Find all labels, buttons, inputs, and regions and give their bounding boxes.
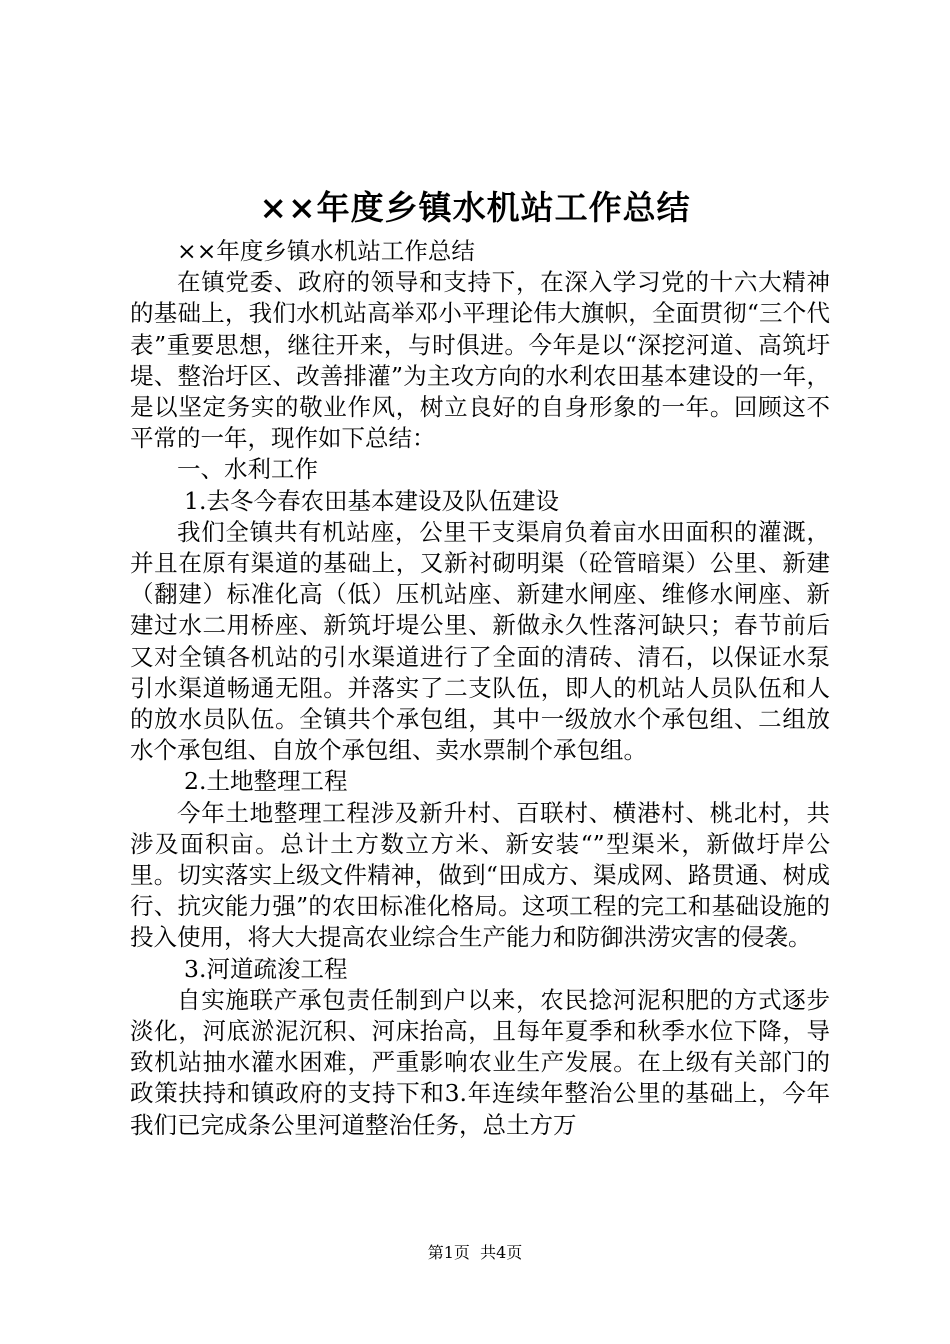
paragraph-river-dredging: 自实施联产承包责任制到户以来，农民捻河泥积肥的方式逐步淡化，河底淤泥沉积、河床抬高，且每年夏季和秋季水位下降，导致机站抽水灌水困难，严重影响农业生产发展。在上级有关部门的政策扶持和镇政府的支持下和3.年连续年整治公里的基础上，今年我们已完成条公里河道整治任务，总土方万 <box>130 985 830 1139</box>
section-heading-water-work: 一、水利工作 <box>177 455 318 484</box>
page-total: 共4页 <box>480 1243 523 1262</box>
page-footer <box>0 1243 950 1263</box>
paragraph-subtitle: ××年度乡镇水机站工作总结 <box>177 237 475 265</box>
paragraph-farmland: 我们全镇共有机站座，公里干支渠肩负着亩水田面积的灌溉，并且在原有渠道的基础上，又新衬砌明渠（砼管暗渠）公里、新建（翻建）标准化高（低）压机站座、新建水闸座、维修水闸座、新建过水二用桥座、新筑圩堤公里、新做永久性落河缺只；春节前后又对全镇各机站的引水渠道进行了全面的清砖、清石，以保证水泵引水渠道畅通无阻。并落实了二支队伍，即人的机站人员队伍和人的放水员队伍。全镇共个承包组，其中一级放水个承包组、二组放水个承包组、自放个承包组、卖水票制个承包组。 <box>130 517 830 765</box>
page-number: 第1页 <box>427 1243 470 1262</box>
subsection-heading-river-dredging: 3.河道疏浚工程 <box>184 954 348 983</box>
subsection-heading-land-consolidation: 2.土地整理工程 <box>184 767 348 796</box>
subsection-heading-farmland: 1.去冬今春农田基本建设及队伍建设 <box>184 486 559 515</box>
paragraph-land-consolidation: 今年土地整理工程涉及新升村、百联村、横港村、桃北村，共涉及面积亩。总计土方数立方米、新安装“”型渠米，新做圩岸公里。切实落实上级文件精神，做到“田成方、渠成网、路贯通、树成行、抗灾能力强”的农田标准化格局。这项工程的完工和基础设施的投入使用，将大大提高农业综合生产能力和防御洪涝灾害的侵袭。 <box>130 798 830 952</box>
document-body <box>130 236 830 1141</box>
document-title: ××年度乡镇水机站工作总结 <box>259 188 691 227</box>
paragraph-intro: 在镇党委、政府的领导和支持下，在深入学习党的十六大精神的基础上，我们水机站高举邓小平理论伟大旗帜，全面贯彻“三个代表”重要思想，继往开来，与时俱进。今年是以“深挖河道、高筑圩堤、整治圩区、改善排灌”为主攻方向的水利农田基本建设的一年，是以坚定务实的敬业作风，树立良好的自身形象的一年。回顾这不平常的一年，现作如下总结： <box>130 268 830 453</box>
